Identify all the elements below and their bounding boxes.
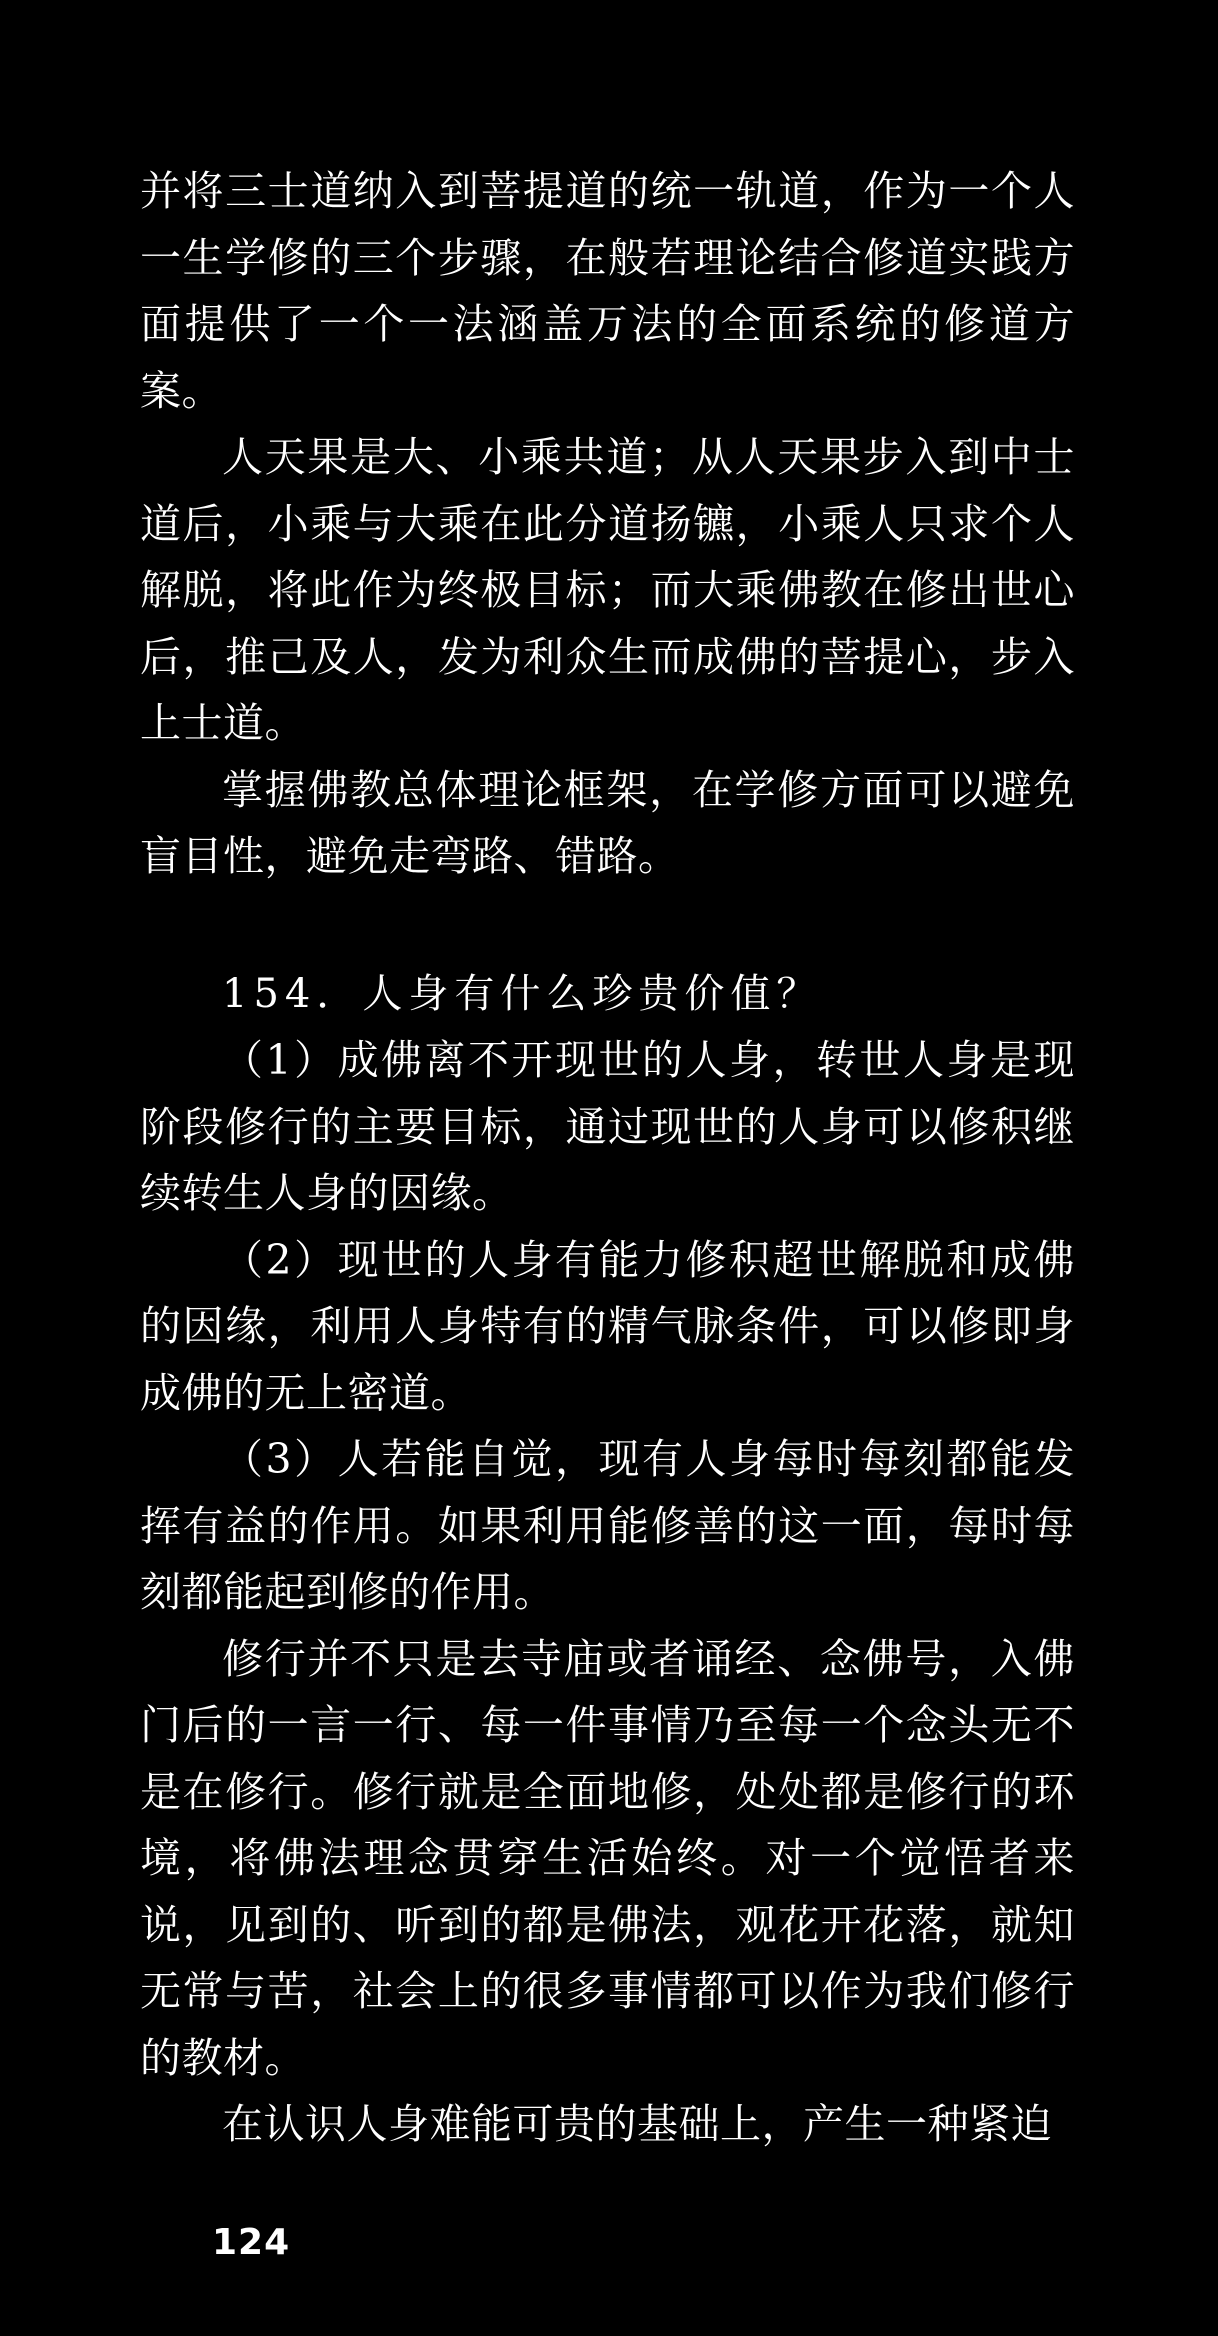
section-heading: 154．人身有什么珍贵价值？ <box>222 970 823 1017</box>
paragraph: （3）人若能自觉，现有人身每时每刻都能发挥有益的作用。如果利用能修善的这一面，每时每刻都能起到修的作用。 <box>140 1435 1075 1616</box>
paragraph: 并将三士道纳入到菩提道的统一轨道，作为一个人一生学修的三个步骤，在般若理论结合修道实践方面提供了一个一法涵盖万法的全面系统的修道方案。 <box>140 167 1075 415</box>
paragraph: （2）现世的人身有能力修积超世解脱和成佛的因缘，利用人身特有的精气脉条件，可以修即身成佛的无上密道。 <box>140 1235 1075 1417</box>
paragraph: 人天果是大、小乘共道；从人天果步入到中士道后，小乘与大乘在此分道扬镳，小乘人只求个人解脱，将此作为终极目标；而大乘佛教在修出世心后，推己及人，发为利众生而成佛的菩提心，步入上士道。 <box>140 433 1075 747</box>
paragraph: （1）成佛离不开现世的人身，转世人身是现阶段修行的主要目标，通过现世的人身可以修积继续转生人身的因缘。 <box>140 1036 1075 1217</box>
paragraph: 修行并不只是去寺庙或者诵经、念佛号，入佛门后的一言一行、每一件事情乃至每一个念头无不是在修行。修行就是全面地修，处处都是修行的环境，将佛法理念贯穿生活始终。对一个觉悟者来说，见到的、听到的都是佛法，观花开花落，就知无常与苦，社会上的很多事情都可以作为我们修行的教材。 <box>140 1634 1075 2082</box>
paragraph: 在认识人身难能可贵的基础上，产生一种紧迫 <box>222 2100 1052 2148</box>
body-text <box>140 158 1075 2158</box>
page-number: 124 <box>212 2222 291 2263</box>
paragraph: 掌握佛教总体理论框架，在学修方面可以避免盲目性，避免走弯路、错路。 <box>140 765 1075 880</box>
